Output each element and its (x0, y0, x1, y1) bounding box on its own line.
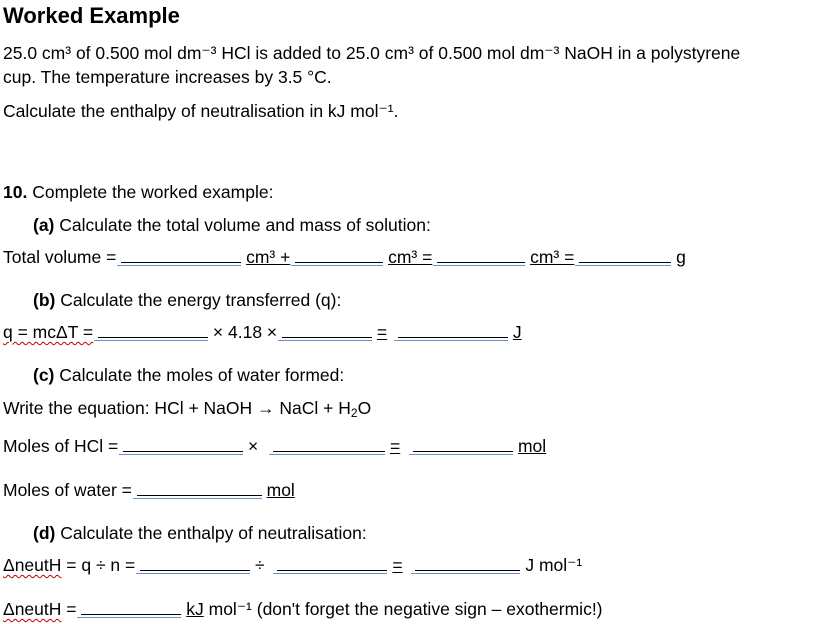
enthalpy-formula: = q ÷ n = (66, 555, 136, 575)
part-c-label: (c) (33, 365, 55, 385)
part-c-text: Calculate the moles of water formed: (59, 365, 345, 385)
unit-kj: kJ (186, 599, 204, 619)
part-d-label: (d) (33, 523, 56, 543)
total-volume-line (3, 247, 686, 268)
enthalpy-line-1 (3, 555, 582, 576)
blank-volume-hcl[interactable] (121, 248, 241, 263)
page-title: Worked Example (3, 3, 180, 28)
blank-enthalpy-j[interactable] (415, 556, 520, 571)
unit-j-mol: J mol⁻¹ (525, 555, 583, 575)
part-d-text: Calculate the enthalpy of neutralisation: (60, 523, 367, 543)
moles-water-label: Moles of water = (3, 480, 132, 500)
blank-delta-t[interactable] (282, 323, 372, 338)
part-c-heading (33, 365, 344, 386)
unit-cm3-eq-2: cm³ = (530, 247, 575, 267)
blank-n-value[interactable] (277, 556, 387, 571)
energy-line (3, 322, 522, 343)
total-volume-label: Total volume = (3, 247, 117, 267)
unit-cm3-eq-1: cm³ = (388, 247, 433, 267)
question-number: 10. (3, 182, 28, 202)
blank-conc-hcl[interactable] (123, 437, 243, 452)
equation-tail: O (357, 398, 372, 418)
blank-volume-total[interactable] (437, 248, 525, 263)
equation-subscript: 2 (350, 406, 358, 420)
part-a-label: (a) (33, 215, 55, 235)
unit-cm3-plus: cm³ + (246, 247, 291, 267)
part-b-text: Calculate the energy transferred (q): (60, 290, 342, 310)
divide-d: ÷ (254, 555, 265, 575)
moles-hcl-line (3, 436, 546, 457)
problem-line-1: 25.0 cm³ of 0.500 mol dm⁻³ HCl is added to 25.0 cm³ of 0.500 mol dm⁻³ NaOH in a polystyrene (3, 43, 741, 63)
unit-j: J (512, 322, 522, 342)
part-a-text: Calculate the total volume and mass of solution: (59, 215, 431, 235)
equals-c: = (389, 436, 401, 456)
moles-water-line (3, 480, 295, 501)
equals-d: = (392, 555, 403, 575)
equation-text: Write the equation: HCl + NaOH → NaCl + H (3, 398, 351, 418)
blank-volume-dm3[interactable] (273, 437, 385, 452)
blank-volume-naoh[interactable] (295, 248, 383, 263)
blank-energy[interactable] (398, 323, 508, 338)
equals-b: = (376, 322, 388, 342)
unit-g: g (676, 247, 686, 267)
enthalpy-line-2 (3, 599, 603, 620)
unit-mol-water: mol (266, 480, 295, 500)
problem-line-2: cup. The temperature increases by 3.5 °C. (3, 67, 332, 87)
blank-enthalpy-kj[interactable] (81, 600, 181, 615)
blank-moles-hcl[interactable] (413, 437, 513, 452)
q-equation-label: q = mcΔT = (3, 322, 94, 342)
blank-mass[interactable] (579, 248, 671, 263)
part-d-heading (33, 523, 367, 544)
delta-neut-h-symbol-2: ΔneutH (3, 599, 62, 619)
times-4-18: × 4.18 × (212, 322, 278, 342)
question-text: Complete the worked example: (32, 182, 274, 202)
unit-mol-hcl: mol (517, 436, 547, 456)
problem-line-3: Calculate the enthalpy of neutralisation in kJ mol⁻¹. (3, 101, 399, 121)
equation-line (3, 398, 371, 419)
times-c: × (248, 436, 259, 456)
reminder-note: mol⁻¹ (don't forget the negative sign – exothermic!) (208, 599, 603, 619)
part-b-label: (b) (33, 290, 56, 310)
blank-moles-water[interactable] (137, 481, 262, 496)
question-10 (3, 182, 273, 203)
equals-d2: = (66, 599, 77, 619)
part-b-heading (33, 290, 341, 311)
blank-mass-b[interactable] (98, 323, 208, 338)
delta-neut-h-symbol-1: ΔneutH (3, 555, 62, 575)
blank-q-value[interactable] (140, 556, 250, 571)
part-a-heading (33, 215, 431, 236)
moles-hcl-label: Moles of HCl = (3, 436, 119, 456)
